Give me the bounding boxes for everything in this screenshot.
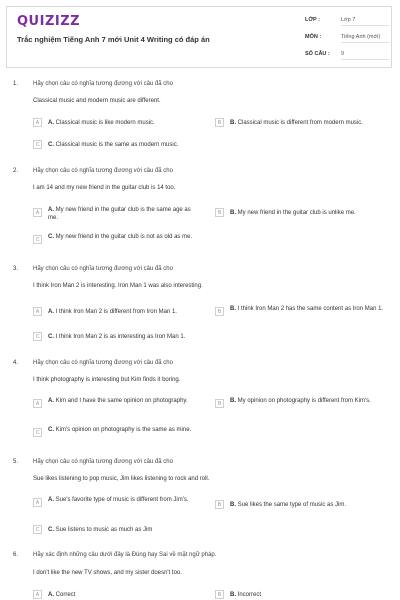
quizizz-logo: QUIZIZZ — [17, 14, 81, 29]
option-key: B. — [230, 592, 236, 598]
option-key: A. — [48, 120, 54, 126]
question-prompt: Hãy chọn câu có nghĩa tương đương với câu đã cho — [33, 459, 173, 465]
option-key: A. — [48, 592, 54, 598]
question-prompt: Hãy chọn câu có nghĩa tương đương với câu đã cho — [33, 266, 173, 272]
option-key: C. — [48, 527, 54, 533]
question-number: 1. — [13, 81, 19, 87]
question-prompt: Hãy chọn câu có nghĩa tương đương với câu đã cho — [33, 81, 173, 87]
question-prompt: Hãy xác định những câu dưới đây là Đúng hay Sai về mặt ngữ pháp. — [33, 552, 217, 558]
option-letter-box: C — [33, 525, 42, 534]
option-key: B. — [230, 306, 236, 312]
option-letter-box: C — [33, 140, 42, 149]
option-letter-box: A — [33, 399, 42, 408]
worksheet-meta — [305, 13, 389, 64]
option-letter-box: B — [215, 500, 224, 509]
option-letter-box: A — [33, 118, 42, 127]
option-text: Classical music is like modern music. — [55, 120, 155, 126]
option-key: A. — [48, 398, 54, 404]
option-text: Sue's favorite type of music is different from Jim's. — [55, 497, 189, 503]
question-sentence: I don't like the new TV shows, and my sister doesn't too. — [33, 570, 182, 576]
option-key: B. — [230, 398, 236, 404]
option-key: C. — [48, 334, 54, 340]
question-sentence: I think photography is interesting but Kim finds it boring. — [33, 377, 181, 383]
option-letter-box: B — [215, 307, 224, 316]
option-letter-box: A — [33, 208, 42, 217]
question-number: 4. — [13, 360, 19, 366]
meta-label: LỚP : — [305, 17, 320, 23]
question-number: 6. — [13, 552, 19, 558]
option-text: My new friend in the guitar club is unlike me. — [237, 210, 356, 216]
worksheet-header — [6, 6, 392, 68]
option-text: My opinion on photography is different from Kim's. — [237, 398, 371, 404]
option-letter-box: A — [33, 307, 42, 316]
option-letter-box: B — [215, 118, 224, 127]
option-letter-box: B — [215, 399, 224, 408]
option-text: I think Iron Man 2 is different from Iron Man 1. — [55, 309, 177, 315]
option-letter-box: C — [33, 428, 42, 437]
option-key: B. — [230, 120, 236, 126]
option-text: Incorrect — [237, 592, 262, 598]
option-text: I think Iron Man 2 is as interesting as Iron Man 1. — [55, 334, 186, 340]
meta-value: Tiếng Anh (mới) — [341, 34, 389, 43]
option-key: C. — [48, 234, 54, 240]
meta-row-grade — [305, 13, 389, 30]
question-sentence: I think Iron Man 2 is interesting. Iron Man 1 was also interesting. — [33, 283, 203, 289]
option-key: C. — [48, 142, 54, 148]
question-number: 3. — [13, 266, 19, 272]
option-text: My new friend in the guitar club is not as old as me. — [55, 234, 193, 240]
option-key: A. — [48, 207, 54, 213]
option-text: Correct — [55, 592, 76, 598]
question-sentence: Classical music and modern music are different. — [33, 98, 161, 104]
worksheet-title: Trắc nghiệm Tiếng Anh 7 mới Unit 4 Writing có đáp án — [17, 35, 210, 44]
meta-value: 9 — [341, 51, 389, 60]
option-text: Sue likes the same type of music as Jim. — [237, 502, 347, 508]
option-key: A. — [48, 309, 54, 315]
option-key: B. — [230, 210, 236, 216]
question-sentence: Sue likes listening to pop music, Jim likes listening to rock and roll. — [33, 476, 210, 482]
option-key: C. — [48, 427, 54, 433]
option-text: Classical music is the same as modern music. — [55, 142, 179, 148]
option-letter-box: B — [215, 590, 224, 599]
meta-row-subject — [305, 30, 389, 47]
question-number: 5. — [13, 459, 19, 465]
question-number: 2. — [13, 168, 19, 174]
option-key: A. — [48, 497, 54, 503]
option-text: My new friend in the guitar club is the same age as me. — [48, 207, 191, 221]
option-key: B. — [230, 502, 236, 508]
meta-label: MÔN : — [305, 34, 322, 40]
option-text: Kim and I have the same opinion on photography. — [55, 398, 188, 404]
option-letter-box: B — [215, 208, 224, 217]
question-sentence: I am 14 and my new friend in the guitar club is 14 too. — [33, 185, 176, 191]
meta-label: SỐ CÂU : — [305, 51, 330, 57]
meta-row-count — [305, 47, 389, 64]
option-text: I think Iron Man 2 has the same content as Iron Man 1. — [237, 306, 384, 312]
option-letter-box: A — [33, 590, 42, 599]
option-letter-box: C — [33, 332, 42, 341]
option-text: Sue listens to music as much as Jim — [55, 527, 153, 533]
question-prompt: Hãy chọn câu có nghĩa tương đương với câu đã cho — [33, 360, 173, 366]
option-text: Kim's opinion on photography is the same as mine. — [55, 427, 192, 433]
option-letter-box: A — [33, 498, 42, 507]
option-letter-box: C — [33, 235, 42, 244]
option-text: Classical music is different from modern music. — [237, 120, 363, 126]
question-prompt: Hãy chọn câu có nghĩa tương đương với câu đã cho — [33, 168, 173, 174]
meta-value: Lớp 7 — [341, 17, 389, 26]
